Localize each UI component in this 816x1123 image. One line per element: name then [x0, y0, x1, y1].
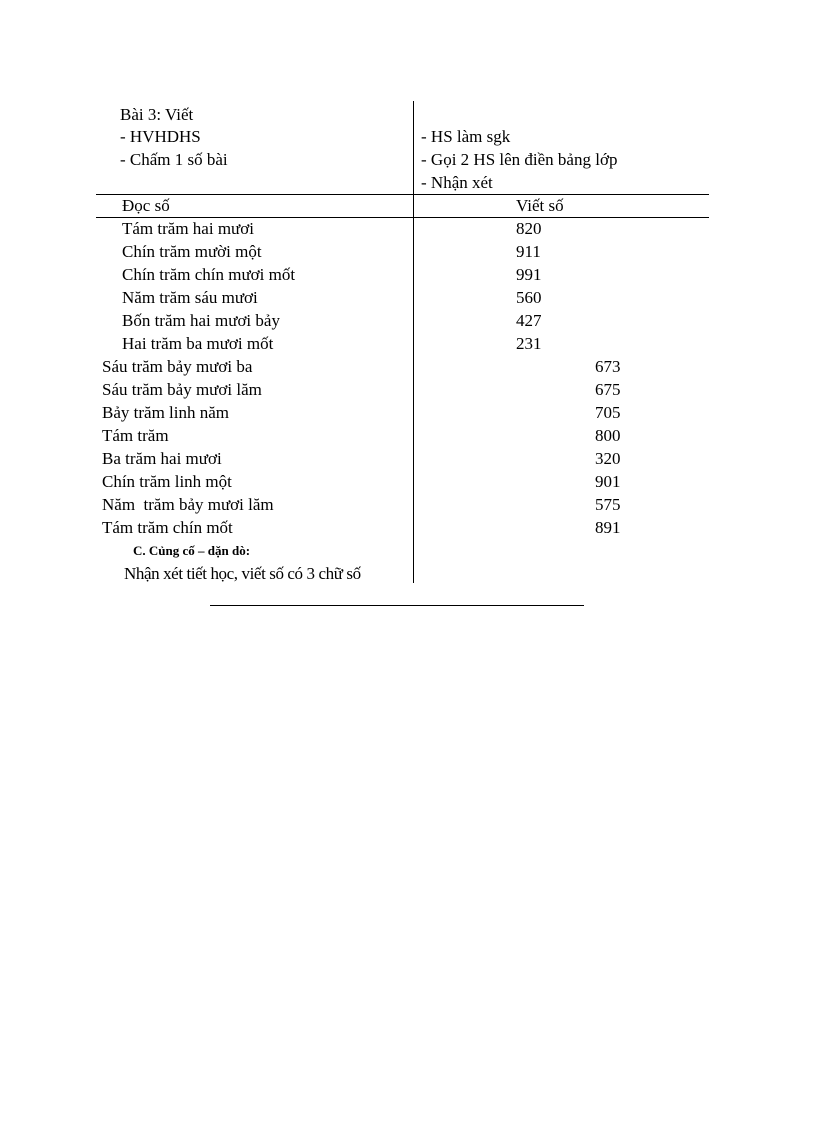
row-write: 705: [595, 403, 621, 422]
row-read: Tám trăm: [102, 426, 169, 445]
table-header-rule: [96, 217, 709, 218]
row-write: 991: [516, 265, 542, 284]
end-rule: [210, 605, 584, 606]
row-read: Bảy trăm linh năm: [102, 403, 230, 422]
header-write: Viết số: [516, 196, 564, 215]
row-read: Chín trăm chín mươi mốt: [122, 265, 296, 284]
row-read: Hai trăm ba mươi mốt: [122, 334, 274, 353]
row-read: Chín trăm mười một: [122, 242, 262, 261]
row-write: 891: [595, 518, 621, 537]
row-read: Ba trăm hai mươi: [102, 449, 222, 468]
top-right-line: - HS làm sgk: [421, 127, 511, 146]
table-top-rule: [96, 194, 709, 195]
row-read: Bốn trăm hai mươi bảy: [122, 311, 280, 330]
row-write: 800: [595, 426, 621, 445]
row-read: Năm trăm sáu mươi: [122, 288, 258, 307]
top-left-line: Bài 3: Viết: [120, 105, 194, 124]
row-write: 575: [595, 495, 621, 514]
row-write: 427: [516, 311, 542, 330]
row-write: 675: [595, 380, 621, 399]
row-write: 320: [595, 449, 621, 468]
row-read: Năm trăm bảy mươi lăm: [102, 495, 274, 514]
top-left-line: - Chấm 1 số bài: [120, 150, 228, 169]
column-divider: [413, 101, 414, 583]
top-right-line: - Nhận xét: [421, 173, 493, 192]
row-write: 560: [516, 288, 542, 307]
row-write: 673: [595, 357, 621, 376]
row-write: 231: [516, 334, 542, 353]
closing-heading: C. Củng cố – dặn dò:: [133, 543, 251, 558]
row-read: Chín trăm linh một: [102, 472, 232, 491]
header-read: Đọc số: [122, 196, 170, 215]
row-read: Sáu trăm bảy mươi lăm: [102, 380, 262, 399]
row-write: 820: [516, 219, 542, 238]
row-read: Sáu trăm bảy mươi ba: [102, 357, 253, 376]
closing-text: Nhận xét tiết học, viết số có 3 chữ số: [124, 564, 361, 583]
row-read: Tám trăm hai mươi: [122, 219, 254, 238]
row-read: Tám trăm chín mốt: [102, 518, 233, 537]
row-write: 911: [516, 242, 541, 261]
top-left-line: - HVHDHS: [120, 127, 201, 146]
row-write: 901: [595, 472, 621, 491]
top-right-line: - Gọi 2 HS lên điền bảng lớp: [421, 150, 618, 169]
